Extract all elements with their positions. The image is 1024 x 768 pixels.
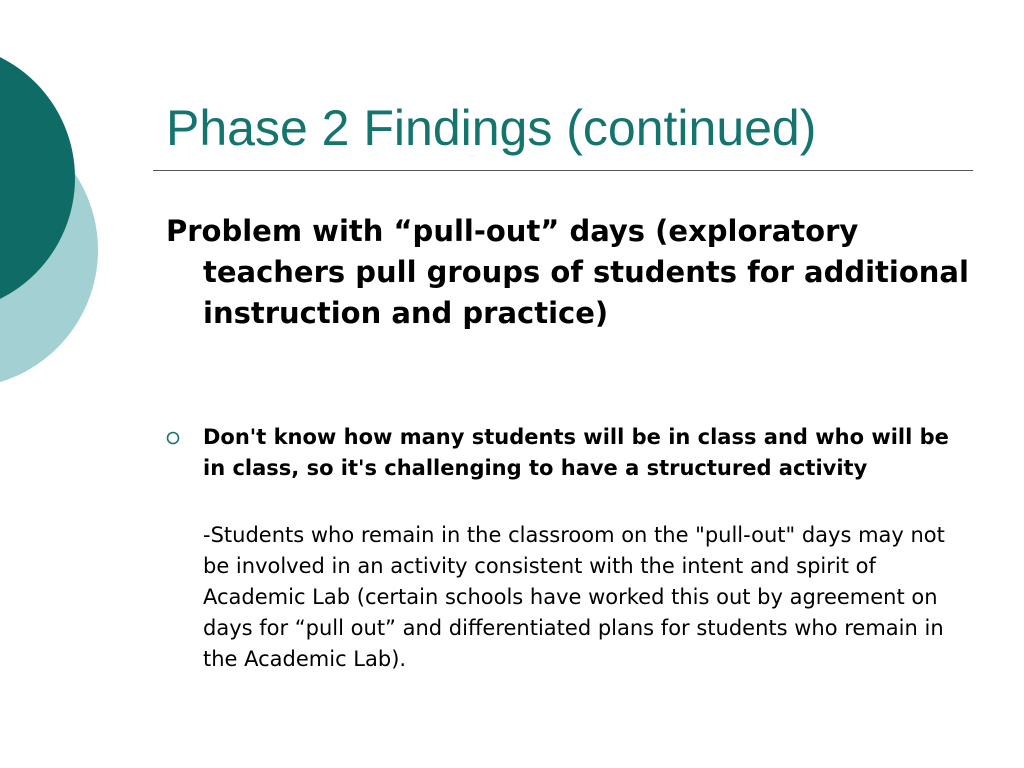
sub-point: Don't know how many students will be in class and who will be in class, so it's challenging to have a structured activity bbox=[203, 425, 949, 480]
title-divider bbox=[153, 170, 973, 171]
detail-text: -Students who remain in the classroom on the "pull-out" days may not be involved in an activity consistent with the intent and spirit of Academic Lab (certain schools have worked this out by agreement on days for “pull out” and differentiated plans for students who remain in the Academic Lab). bbox=[203, 523, 945, 671]
decorative-circles bbox=[0, 0, 110, 410]
hollow-circle-bullet-icon bbox=[162, 431, 186, 451]
main-point: Problem with “pull-out” days (exploratory teachers pull groups of students for additional instruction and practice) bbox=[166, 214, 969, 330]
slide-title: Phase 2 Findings (continued) bbox=[166, 100, 817, 156]
